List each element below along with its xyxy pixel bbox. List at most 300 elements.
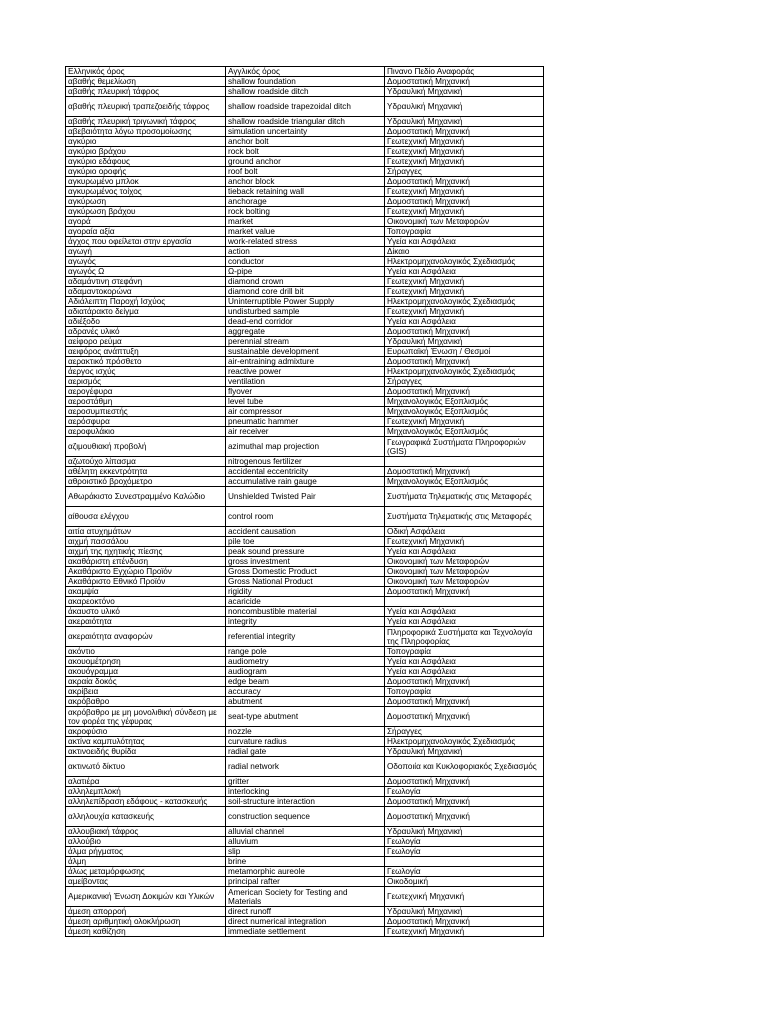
table-row (66, 77, 544, 87)
field-cell: Υγεία και Ασφάλεια (385, 547, 544, 557)
english-term-cell: shallow roadside triangular ditch (226, 117, 385, 127)
header-english-term: Αγγλικός όρος (226, 67, 385, 77)
greek-term-cell: άλμη (66, 857, 226, 867)
greek-term-cell: αθέλητη εκκεντρότητα (66, 467, 226, 477)
table-row (66, 507, 544, 527)
greek-term-cell: αλλούβιο (66, 837, 226, 847)
greek-term-cell: άκαυστο υλικό (66, 607, 226, 617)
english-term-cell: gritter (226, 777, 385, 787)
english-term-cell: roof bolt (226, 167, 385, 177)
english-term-cell: conductor (226, 257, 385, 267)
english-term-cell: rock bolting (226, 207, 385, 217)
english-term-cell: nitrogenous fertilizer (226, 457, 385, 467)
greek-term-cell: αεροφυλάκιο (66, 427, 226, 437)
english-term-cell: brine (226, 857, 385, 867)
english-term-cell: pile toe (226, 537, 385, 547)
table-row (66, 227, 544, 237)
greek-term-cell: αδαμάντινη στεφάνη (66, 277, 226, 287)
field-cell: Σήραγγες (385, 727, 544, 737)
field-cell: Υδραυλική Μηχανική (385, 87, 544, 97)
table-row (66, 607, 544, 617)
english-term-cell: ventilation (226, 377, 385, 387)
table-row (66, 707, 544, 727)
field-cell: Δομοστατική Μηχανική (385, 707, 544, 727)
table-row (66, 857, 544, 867)
english-term-cell: seat-type abutment (226, 707, 385, 727)
table-row (66, 307, 544, 317)
table-row (66, 407, 544, 417)
greek-term-cell: αγκύρωση (66, 197, 226, 207)
field-cell: Υδραυλική Μηχανική (385, 747, 544, 757)
english-term-cell: noncombustible material (226, 607, 385, 617)
table-row (66, 277, 544, 287)
english-term-cell: accident causation (226, 527, 385, 537)
field-cell: Σήραγγες (385, 167, 544, 177)
english-term-cell: tieback retaining wall (226, 187, 385, 197)
table-row (66, 357, 544, 367)
greek-term-cell: αιχμή πασσάλου (66, 537, 226, 547)
greek-term-cell: αγκυρωμένος τοίχος (66, 187, 226, 197)
english-term-cell: Ω-pipe (226, 267, 385, 277)
table-row (66, 727, 544, 737)
english-term-cell: direct numerical integration (226, 917, 385, 927)
english-term-cell: peak sound pressure (226, 547, 385, 557)
field-cell: Δομοστατική Μηχανική (385, 697, 544, 707)
english-term-cell: aggregate (226, 327, 385, 337)
greek-term-cell: Αδιάλειπτη Παροχή Ισχύος (66, 297, 226, 307)
greek-term-cell: ακαμψία (66, 587, 226, 597)
greek-term-cell: ακροφύσιο (66, 727, 226, 737)
field-cell: Γεωτεχνική Μηχανική (385, 287, 544, 297)
field-cell: Γεωγραφικά Συστήματα Πληροφοριών (GIS) (385, 437, 544, 457)
table-row (66, 217, 544, 227)
english-term-cell: rock bolt (226, 147, 385, 157)
table-row (66, 787, 544, 797)
english-term-cell: air-entraining admixture (226, 357, 385, 367)
english-term-cell: pneumatic hammer (226, 417, 385, 427)
field-cell (385, 597, 544, 607)
table-row (66, 137, 544, 147)
field-cell: Γεωλογία (385, 847, 544, 857)
field-cell: Μηχανολογικός Εξοπλισμός (385, 427, 544, 437)
greek-term-cell: ακόντιο (66, 647, 226, 657)
greek-term-cell: ακρόβαθρο (66, 697, 226, 707)
table-row (66, 267, 544, 277)
field-cell: Γεωτεχνική Μηχανική (385, 537, 544, 547)
greek-term-cell: Αθωράκιστο Συνεστραμμένο Καλώδιο (66, 487, 226, 507)
english-term-cell: flyover (226, 387, 385, 397)
table-row (66, 337, 544, 347)
field-cell: Υδραυλική Μηχανική (385, 117, 544, 127)
greek-term-cell: αβαθής πλευρική τάφρος (66, 87, 226, 97)
table-body (66, 77, 544, 937)
greek-term-cell: αδιατάρακτο δείγμα (66, 307, 226, 317)
field-cell: Σήραγγες (385, 377, 544, 387)
table-row (66, 907, 544, 917)
field-cell: Οικονομική των Μεταφορών (385, 567, 544, 577)
table-row (66, 187, 544, 197)
field-cell: Γεωτεχνική Μηχανική (385, 887, 544, 907)
english-term-cell: perennial stream (226, 337, 385, 347)
greek-term-cell: ακεραιότητα αναφορών (66, 627, 226, 647)
greek-term-cell: άμεση απορροή (66, 907, 226, 917)
table-row (66, 297, 544, 307)
field-cell: Υγεία και Ασφάλεια (385, 267, 544, 277)
table-row (66, 807, 544, 827)
greek-term-cell: αίθουσα ελέγχου (66, 507, 226, 527)
english-term-cell: integrity (226, 617, 385, 627)
field-cell: Δομοστατική Μηχανική (385, 387, 544, 397)
english-term-cell: acaricide (226, 597, 385, 607)
greek-term-cell: άμεση αριθμητική ολοκλήρωση (66, 917, 226, 927)
field-cell: Γεωτεχνική Μηχανική (385, 927, 544, 937)
greek-term-cell: αγκύρωση βράχου (66, 207, 226, 217)
table-row (66, 617, 544, 627)
greek-term-cell: Αμερικανική Ένωση Δοκιμών και Υλικών (66, 887, 226, 907)
english-term-cell: shallow roadside trapezoidal ditch (226, 97, 385, 117)
english-term-cell: azimuthal map projection (226, 437, 385, 457)
english-term-cell: audiometry (226, 657, 385, 667)
field-cell: Ηλεκτρομηχανολογικός Σχεδιασμός (385, 737, 544, 747)
field-cell: Γεωτεχνική Μηχανική (385, 307, 544, 317)
field-cell: Γεωτεχνική Μηχανική (385, 207, 544, 217)
table-row (66, 317, 544, 327)
greek-term-cell: Ακαθάριστο Εγχώριο Προϊόν (66, 567, 226, 577)
english-term-cell: curvature radius (226, 737, 385, 747)
english-term-cell: ground anchor (226, 157, 385, 167)
table-row (66, 347, 544, 357)
greek-term-cell: αλλουβιακή τάφρος (66, 827, 226, 837)
english-term-cell: diamond crown (226, 277, 385, 287)
field-cell: Οδική Ασφάλεια (385, 527, 544, 537)
english-term-cell: air receiver (226, 427, 385, 437)
field-cell: Τοπογραφία (385, 227, 544, 237)
english-term-cell: market value (226, 227, 385, 237)
header-field: Πινανο Πεδίο Αναφοράς (385, 67, 544, 77)
field-cell: Δομοστατική Μηχανική (385, 127, 544, 137)
field-cell: Δομοστατική Μηχανική (385, 797, 544, 807)
table-row (66, 197, 544, 207)
table-row (66, 427, 544, 437)
english-term-cell: reactive power (226, 367, 385, 377)
field-cell: Μηχανολογικός Εξοπλισμός (385, 477, 544, 487)
greek-term-cell: άγχος που οφείλεται στην εργασία (66, 237, 226, 247)
english-term-cell: work-related stress (226, 237, 385, 247)
english-term-cell: edge beam (226, 677, 385, 687)
greek-term-cell: αγκύριο εδάφους (66, 157, 226, 167)
field-cell: Γεωτεχνική Μηχανική (385, 187, 544, 197)
table-row (66, 537, 544, 547)
table-row (66, 97, 544, 117)
english-term-cell: anchor bolt (226, 137, 385, 147)
greek-term-cell: αζωτούχο λίπασμα (66, 457, 226, 467)
field-cell: Οικονομική των Μεταφορών (385, 577, 544, 587)
greek-term-cell: αδρανές υλικό (66, 327, 226, 337)
greek-term-cell: ακτίνα καμπυλότητας (66, 737, 226, 747)
table-row (66, 797, 544, 807)
table-row (66, 247, 544, 257)
table-row (66, 777, 544, 787)
greek-term-cell: αλληλεμπλοκή (66, 787, 226, 797)
english-term-cell: accuracy (226, 687, 385, 697)
greek-term-cell: ακουομέτρηση (66, 657, 226, 667)
field-cell: Υγεία και Ασφάλεια (385, 657, 544, 667)
greek-term-cell: αιχμή της ηχητικής πίεσης (66, 547, 226, 557)
english-term-cell: abutment (226, 697, 385, 707)
field-cell: Γεωλογία (385, 867, 544, 877)
greek-term-cell: αγορά (66, 217, 226, 227)
field-cell: Οικονομική των Μεταφορών (385, 217, 544, 227)
english-term-cell: anchor block (226, 177, 385, 187)
english-term-cell: rigidity (226, 587, 385, 597)
english-term-cell: range pole (226, 647, 385, 657)
greek-term-cell: άεργος ισχύς (66, 367, 226, 377)
field-cell: Συστήματα Τηλεματικής στις Μεταφορές (385, 507, 544, 527)
field-cell (385, 857, 544, 867)
table-row (66, 557, 544, 567)
greek-term-cell: ακουόγραμμα (66, 667, 226, 677)
english-term-cell: accumulative rain gauge (226, 477, 385, 487)
table-row (66, 527, 544, 537)
table-row (66, 177, 544, 187)
field-cell: Μηχανολογικός Εξοπλισμός (385, 397, 544, 407)
table-header-row (66, 67, 544, 77)
table-row (66, 547, 544, 557)
table-row (66, 377, 544, 387)
english-term-cell: audiogram (226, 667, 385, 677)
field-cell: Συστήματα Τηλεματικής στις Μεταφορές (385, 487, 544, 507)
greek-term-cell: άμεση καθίζηση (66, 927, 226, 937)
greek-term-cell: αγωγός (66, 257, 226, 267)
field-cell: Δομοστατική Μηχανική (385, 327, 544, 337)
table-row (66, 837, 544, 847)
field-cell: Υγεία και Ασφάλεια (385, 667, 544, 677)
greek-term-cell: αζιμουθιακή προβολή (66, 437, 226, 457)
english-term-cell: air compressor (226, 407, 385, 417)
field-cell: Οδοποιία και Κυκλοφοριακός Σχεδιασμός (385, 757, 544, 777)
table-row (66, 867, 544, 877)
field-cell: Γεωτεχνική Μηχανική (385, 277, 544, 287)
english-term-cell: alluvium (226, 837, 385, 847)
field-cell: Δομοστατική Μηχανική (385, 357, 544, 367)
english-term-cell: American Society for Testing and Materials (226, 887, 385, 907)
field-cell: Ευρωπαϊκή Ένωση / Θεσμοί (385, 347, 544, 357)
greek-term-cell: αθροιστικό βροχόμετρο (66, 477, 226, 487)
field-cell: Υδραυλική Μηχανική (385, 337, 544, 347)
greek-term-cell: αγκύριο οροφής (66, 167, 226, 177)
table-row (66, 757, 544, 777)
field-cell: Τοπογραφία (385, 687, 544, 697)
table-row (66, 127, 544, 137)
greek-term-cell: ακρόβαθρο με μη μονολιθική σύνδεση με τον φορέα της γέφυρας (66, 707, 226, 727)
field-cell: Υδραυλική Μηχανική (385, 827, 544, 837)
greek-term-cell: ακαθάριστη επένδυση (66, 557, 226, 567)
field-cell: Γεωτεχνική Μηχανική (385, 417, 544, 427)
table-row (66, 597, 544, 607)
glossary-table (65, 66, 544, 937)
greek-term-cell: αλατιέρα (66, 777, 226, 787)
field-cell: Μηχανολογικός Εξοπλισμός (385, 407, 544, 417)
field-cell: Γεωλογία (385, 787, 544, 797)
table-row (66, 207, 544, 217)
greek-term-cell: άλως μεταμόρφωσης (66, 867, 226, 877)
greek-term-cell: αβαθής πλευρική τριγωνική τάφρος (66, 117, 226, 127)
table-row (66, 87, 544, 97)
english-term-cell: gross investment (226, 557, 385, 567)
table-row (66, 697, 544, 707)
greek-term-cell: ακρίβεια (66, 687, 226, 697)
field-cell: Γεωτεχνική Μηχανική (385, 137, 544, 147)
field-cell: Υγεία και Ασφάλεια (385, 317, 544, 327)
english-term-cell: accidental eccentricity (226, 467, 385, 477)
field-cell (385, 457, 544, 467)
greek-term-cell: ακτινωτό δίκτυο (66, 757, 226, 777)
table-row (66, 487, 544, 507)
greek-term-cell: αγκύριο (66, 137, 226, 147)
english-term-cell: control room (226, 507, 385, 527)
english-term-cell: soil-structure interaction (226, 797, 385, 807)
field-cell: Πληροφορικά Συστήματα και Τεχνολογία της Πληροφορίας (385, 627, 544, 647)
field-cell: Γεωτεχνική Μηχανική (385, 157, 544, 167)
field-cell: Δομοστατική Μηχανική (385, 677, 544, 687)
greek-term-cell: αβαθής πλευρική τραπεζοειδής τάφρος (66, 97, 226, 117)
english-term-cell: radial gate (226, 747, 385, 757)
field-cell: Υδραυλική Μηχανική (385, 97, 544, 117)
greek-term-cell: αιτία ατυχημάτων (66, 527, 226, 537)
field-cell: Δομοστατική Μηχανική (385, 177, 544, 187)
english-term-cell: alluvial channel (226, 827, 385, 837)
greek-term-cell: αείφορο ρεύμα (66, 337, 226, 347)
english-term-cell: nozzle (226, 727, 385, 737)
english-term-cell: Uninterruptible Power Supply (226, 297, 385, 307)
field-cell: Δομοστατική Μηχανική (385, 197, 544, 207)
table-row (66, 747, 544, 757)
table-row (66, 167, 544, 177)
greek-term-cell: αδαμαντοκορώνα (66, 287, 226, 297)
english-term-cell: Gross National Product (226, 577, 385, 587)
english-term-cell: immediate settlement (226, 927, 385, 937)
english-term-cell: sustainable development (226, 347, 385, 357)
field-cell: Υγεία και Ασφάλεια (385, 607, 544, 617)
greek-term-cell: άλμα ρήγματος (66, 847, 226, 857)
english-term-cell: slip (226, 847, 385, 857)
table-row (66, 877, 544, 887)
table-row (66, 387, 544, 397)
table-row (66, 677, 544, 687)
header-greek-term: Ελληνικός όρος (66, 67, 226, 77)
greek-term-cell: αειφόρος ανάπτυξη (66, 347, 226, 357)
field-cell: Ηλεκτρομηχανολογικός Σχεδιασμός (385, 257, 544, 267)
table-row (66, 477, 544, 487)
field-cell: Δομοστατική Μηχανική (385, 777, 544, 787)
table-row (66, 587, 544, 597)
greek-term-cell: αλληλεπίδραση εδάφους - κατασκευής (66, 797, 226, 807)
greek-term-cell: αμείβοντας (66, 877, 226, 887)
english-term-cell: interlocking (226, 787, 385, 797)
greek-term-cell: ακεραιότητα (66, 617, 226, 627)
field-cell: Ηλεκτρομηχανολογικός Σχεδιασμός (385, 367, 544, 377)
field-cell: Γεωτεχνική Μηχανική (385, 147, 544, 157)
greek-term-cell: αεροσυμπιεστής (66, 407, 226, 417)
table-row (66, 737, 544, 747)
english-term-cell: radial network (226, 757, 385, 777)
table-row (66, 287, 544, 297)
english-term-cell: principal rafter (226, 877, 385, 887)
greek-term-cell: αερόσφυρα (66, 417, 226, 427)
greek-term-cell: αγκύριο βράχου (66, 147, 226, 157)
greek-term-cell: αερακτικό πρόσθετο (66, 357, 226, 367)
field-cell: Τοπογραφία (385, 647, 544, 657)
english-term-cell: dead-end corridor (226, 317, 385, 327)
english-term-cell: level tube (226, 397, 385, 407)
table-row (66, 327, 544, 337)
english-term-cell: undisturbed sample (226, 307, 385, 317)
english-term-cell: Gross Domestic Product (226, 567, 385, 577)
english-term-cell: market (226, 217, 385, 227)
greek-term-cell: ακραία δοκός (66, 677, 226, 687)
english-term-cell: simulation uncertainty (226, 127, 385, 137)
table-row (66, 917, 544, 927)
table-row (66, 627, 544, 647)
table-row (66, 257, 544, 267)
english-term-cell: construction sequence (226, 807, 385, 827)
table-row (66, 847, 544, 857)
table-row (66, 157, 544, 167)
field-cell: Οικονομική των Μεταφορών (385, 557, 544, 567)
greek-term-cell: αερισμός (66, 377, 226, 387)
table-row (66, 147, 544, 157)
greek-term-cell: ακαρεοκτόνο (66, 597, 226, 607)
field-cell: Υδραυλική Μηχανική (385, 907, 544, 917)
table-row (66, 417, 544, 427)
english-term-cell: shallow roadside ditch (226, 87, 385, 97)
english-term-cell: diamond core drill bit (226, 287, 385, 297)
field-cell: Δομοστατική Μηχανική (385, 587, 544, 597)
table-row (66, 577, 544, 587)
greek-term-cell: αεροστάθμη (66, 397, 226, 407)
field-cell: Ηλεκτρομηχανολογικός Σχεδιασμός (385, 297, 544, 307)
field-cell: Υγεία και Ασφάλεια (385, 617, 544, 627)
table-row (66, 457, 544, 467)
greek-term-cell: αγωγή (66, 247, 226, 257)
field-cell: Δίκαιο (385, 247, 544, 257)
greek-term-cell: αερογέφυρα (66, 387, 226, 397)
greek-term-cell: αγωγός Ω (66, 267, 226, 277)
english-term-cell: metamorphic aureole (226, 867, 385, 877)
field-cell: Δομοστατική Μηχανική (385, 467, 544, 477)
english-term-cell: Unshielded Twisted Pair (226, 487, 385, 507)
table-row (66, 657, 544, 667)
field-cell: Υγεία και Ασφάλεια (385, 237, 544, 247)
table-row (66, 567, 544, 577)
table-row (66, 467, 544, 477)
greek-term-cell: Ακαθάριστο Εθνικό Προϊόν (66, 577, 226, 587)
english-term-cell: shallow foundation (226, 77, 385, 87)
field-cell: Γεωλογία (385, 837, 544, 847)
english-term-cell: referential integrity (226, 627, 385, 647)
table-row (66, 667, 544, 677)
table-row (66, 647, 544, 657)
greek-term-cell: αβεβαιότητα λόγω προσομοίωσης (66, 127, 226, 137)
greek-term-cell: αγκυρωμένο μπλοκ (66, 177, 226, 187)
field-cell: Δομοστατική Μηχανική (385, 807, 544, 827)
table-row (66, 827, 544, 837)
table-row (66, 687, 544, 697)
greek-term-cell: αλληλουχία κατασκευής (66, 807, 226, 827)
field-cell: Δομοστατική Μηχανική (385, 917, 544, 927)
table-row (66, 397, 544, 407)
english-term-cell: action (226, 247, 385, 257)
